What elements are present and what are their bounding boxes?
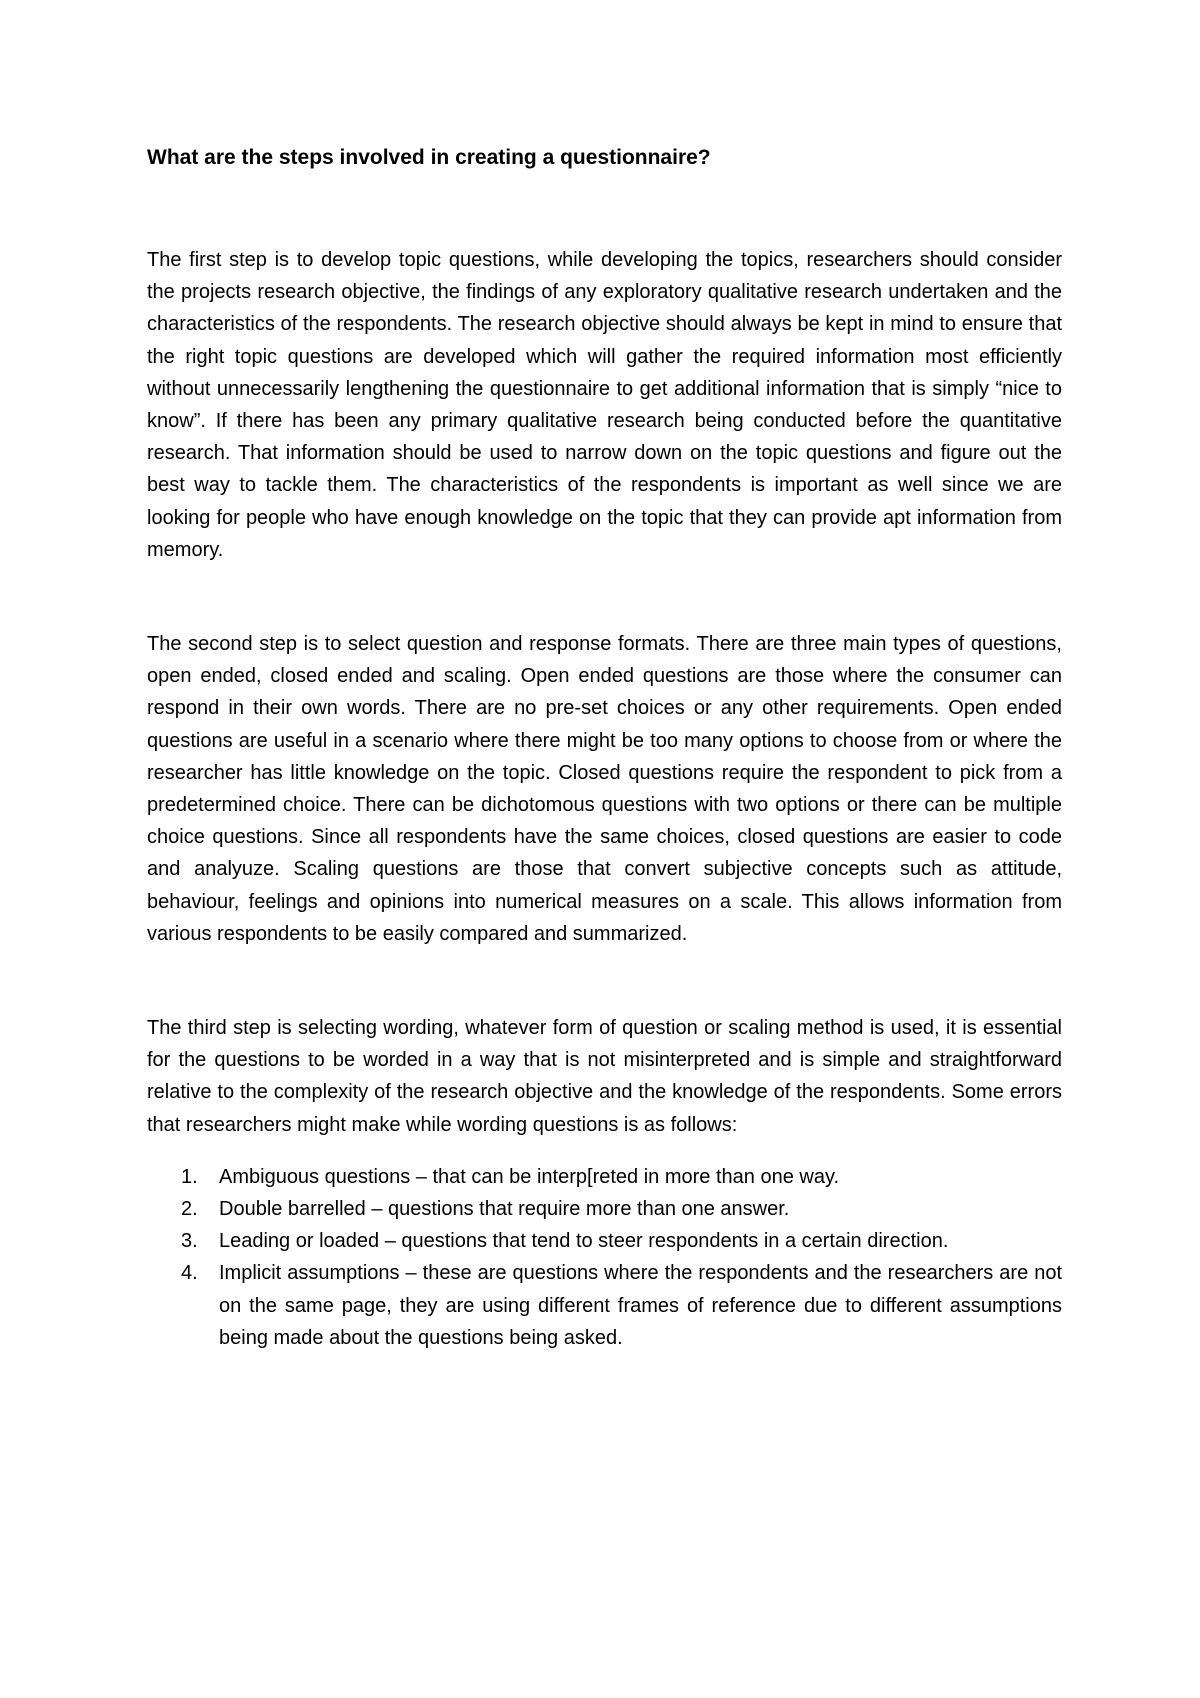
list-item-number: 1. [181,1165,198,1188]
list-item [181,1193,1062,1225]
list-item-number: 4. [181,1262,198,1285]
list-item-text: Implicit assumptions – these are questions where the respondents and the researchers are not on the same page, they are using different frames of reference due to different assumptions being made about the questions being asked. [219,1262,1062,1349]
list-item [181,1161,1062,1193]
list-item-text: Double barrelled – questions that require more than one answer. [219,1198,790,1221]
paragraph-second-step: The second step is to select question and response formats. There are three main types of questions, open ended, closed ended and scaling. Open ended questions are those where the consumer can respond in their own words. There are no pre-set choices or any other requirements. Open ended questions are useful in a scenario where there might be too many options to choose from or where the researcher has little knowledge on the topic. Closed questions require the respondent to pick from a predetermined choice. There can be dichotomous questions with two options or there can be multiple choice questions. Since all respondents have the same choices, closed questions are easier to code and analyuze. Scaling questions are those that convert subjective concepts such as attitude, behaviour, feelings and opinions into numerical measures on a scale. This allows information from various respondents to be easily compared and summarized. [147,633,1062,945]
document-heading: What are the steps involved in creating a questionnaire? [147,146,711,169]
list-item [181,1225,1062,1257]
paragraph-first-step: The first step is to develop topic questions, while developing the topics, researchers should consider the projects research objective, the findings of any exploratory qualitative research undertaken and the characteristics of the respondents. The research objective should always be kept in mind to ensure that the right topic questions are developed which will gather the required information most efficiently without unnecessarily lengthening the questionnaire to get additional information that is simply “nice to know”. If there has been any primary qualitative research being conducted before the quantitative research. That information should be used to narrow down on the topic questions and figure out the best way to tackle them. The characteristics of the respondents is important as well since we are looking for people who have enough knowledge on the topic that they can provide apt information from memory. [147,249,1062,561]
list-item-text: Leading or loaded – questions that tend to steer respondents in a certain direction. [219,1230,949,1253]
document-page [147,142,1062,1354]
list-item-number: 2. [181,1198,198,1221]
list-item-number: 3. [181,1230,198,1253]
list-item-text: Ambiguous questions – that can be interp[reted in more than one way. [219,1165,840,1188]
paragraph-third-step: The third step is selecting wording, whatever form of question or scaling method is used, it is essential for the questions to be worded in a way that is not misinterpreted and is simple and straightforward relative to the complexity of the research objective and the knowledge of the respondents. Some errors that researchers might make while wording questions is as follows: [147,1017,1062,1136]
list-item [181,1257,1062,1354]
wording-errors-list [147,1161,1062,1354]
